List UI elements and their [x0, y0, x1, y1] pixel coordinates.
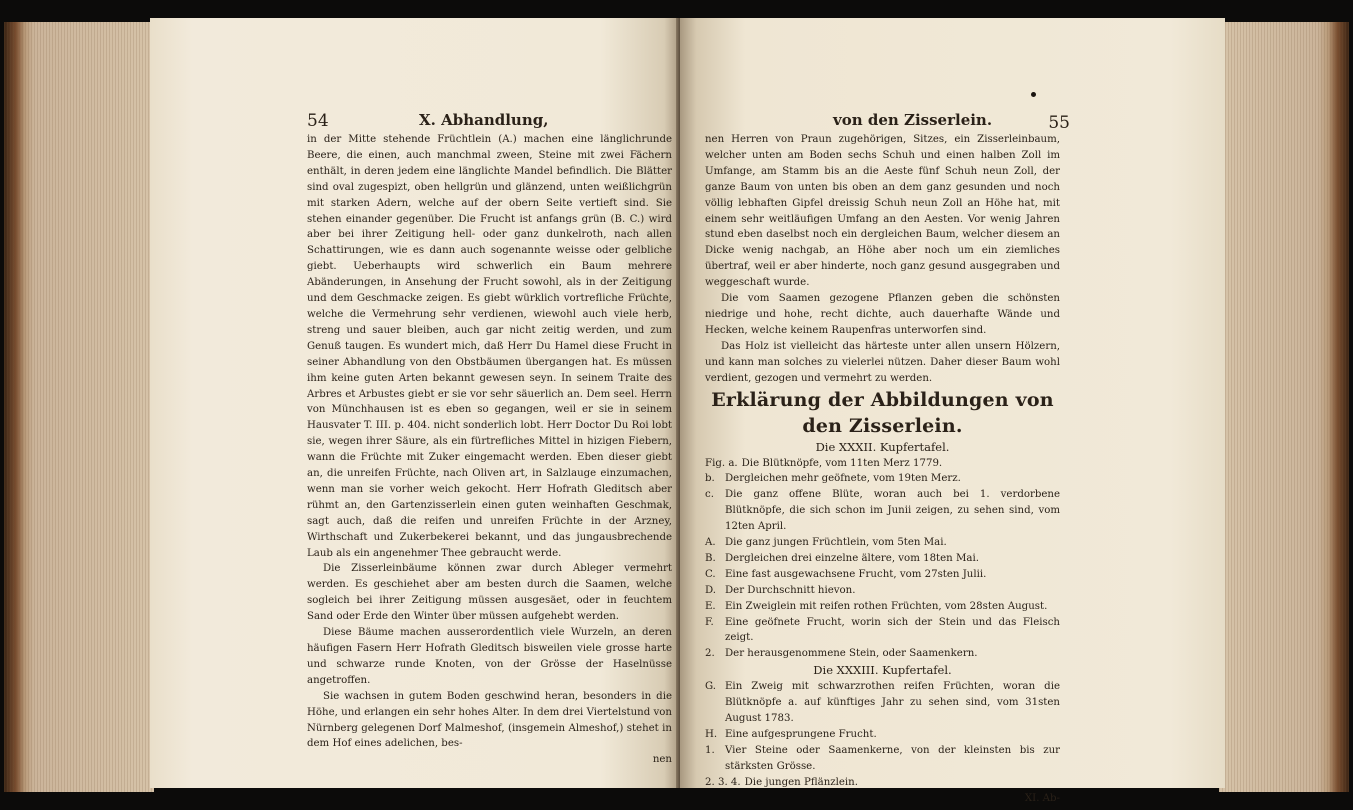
legend-key: C.	[705, 568, 716, 580]
plate-heading: Die XXXIII. Kupfertafel.	[813, 663, 952, 678]
legend-item	[705, 535, 1060, 551]
legend-key: G.	[705, 681, 717, 693]
legend-item	[705, 471, 1060, 487]
legend-text: Dergleichen drei einzelne ältere, vom 18ten Mai.	[725, 552, 979, 564]
section-title: Erklärung der Abbildungen von den Zisserlein.	[711, 388, 1054, 437]
legend-key: b.	[705, 473, 715, 485]
legend-text: Die ganz jungen Früchtlein, vom 5ten Mai.	[725, 537, 947, 549]
legend-text: Die Blütknöpfe, vom 11ten Merz 1779.	[741, 457, 943, 469]
plate-legend-32	[705, 456, 1060, 663]
legend-item	[705, 646, 1060, 662]
legend-item	[705, 583, 1060, 599]
legend-text: Eine aufgesprungene Frucht.	[725, 729, 877, 740]
catchword: XI. Ab-	[1024, 792, 1060, 804]
paragraph: Das Holz ist vielleicht das härteste unter allen unsern Hölzern, und kann man solches zu vielerlei nützen. Daher dieser Baum wohl verdient, gezogen und vermehrt zu werden.	[705, 340, 1060, 384]
catchword: nen	[652, 754, 672, 766]
legend-item	[705, 487, 1060, 535]
right-page-body	[705, 132, 1060, 807]
paragraph: nen Herren von Praun zugehörigen, Sitzes, ein Zisserleinbaum, welcher unten am Boden sechs Schuh und einen halben Zoll im Umfange, am Stamm bis an die Aeste fünf Schuh neun Zoll, der ganze Baum von unten bis oben an dem ganz gesunden und noch völlig lebhaften Gipfel dreissig Schuh neun Zoll an Höhe hat, mit einem sehr weitläufigen Umfang an den Aesten. Vor wenig Jahren stund eben daselbst noch ein dergleichen Baum, welcher diesem an Dicke wenig nachgab, an Höhe aber noch um ein ziemliches übertraf, weil er aber hinderte, noch ganz gesund ausgegraben und weggeschaft wurde.	[705, 134, 1060, 289]
legend-key: c.	[705, 489, 714, 501]
legend-item	[705, 775, 1060, 791]
paragraph: in der Mitte stehende Früchtlein (A.) machen eine länglichrunde Beere, die einen, auch manchmal zween, Steine mit zwei Fächern enthält, in deren jedem eine länglichte Mandel befindlich. Die Blätter sind oval zugespizt, oben hellgrün und glänzend, unten weißlichgrün mit starken Adern, welche auf der obern Seite vertieft sind. Sie stehen einander gegenüber. Die Frucht ist anfangs grün (B. C.) wird aber bei ihrer Zeitigung hell- oder ganz dunkelroth, nach allen Schattirungen, wie es dann auch sogenannte weisse oder gelbliche giebt. Ueberhaupts wird schwerlich ein Baum mehrere Abänderungen, in Ansehung der Frucht sowohl, als in der Zeitigung und dem Geschmacke zeigen. Es giebt würklich vortrefliche Früchte, welche die Vermehrung sehr verdienen, wiewohl auch viele herb, streng und sauer bleiben, auch gar nicht zeitig werden, und zum Genuß taugen. Es wundert mich, daß Herr Du Hamel diese Frucht in seiner Abhandlung von den Obstbäumen übergangen hat. Es müssen ihm keine guten Arten bekannt gewesen seyn. In seinem Traite des Arbres et Arbustes giebt er sie vor sehr säuerlich an. Dem seel. Herrn von Münchhausen ist es eben so gegangen, weil er sie in seinem Hausvater T. III. p. 404. nicht sonderlich lobt. Herr Doctor Du Roi lobt sie, wegen ihrer Säure, als ein fürtrefliches Mittel in hizigen Fiebern, wann die Früchte mit Zuker eingemacht werden. Eben dieser giebt an, die unreifen Früchte, nach Oliven art, in Salzlauge einzumachen, wenn man sie vorher weich gekocht. Herr Hofrath Gleditsch aber rühmt an, den Gartenzisserlein einen guten weinhaften Geschmak, sagt auch, daß die reifen und unreifen Früchte in der Arzney, Wirthschaft und Zukerbekerei bekannt, und das jungausbrechende Laub als ein angenehmer Thee gebraucht werde.	[307, 134, 672, 559]
paragraph: Sie wachsen in gutem Boden geschwind heran, besonders in die Höhe, und erlangen ein sehr hohes Alter. In dem drei Viertelstund von Nürnberg gelegenen Dorf Malmeshof, (insgemein Almeshof,) stehet in dem Hof eines adelichen, bes-	[307, 690, 672, 750]
legend-text: Eine fast ausgewachsene Frucht, vom 27sten Julii.	[725, 568, 987, 580]
legend-item	[705, 551, 1060, 567]
book-edge-left	[4, 22, 154, 792]
legend-item	[705, 727, 1060, 743]
legend-key: 2.	[705, 648, 715, 660]
legend-item	[705, 615, 1060, 647]
plate-legend-33	[705, 679, 1060, 790]
legend-text: Eine geöfnete Frucht, worin sich der Stein und das Fleisch zeigt.	[725, 616, 1060, 644]
legend-item	[705, 599, 1060, 615]
left-page-number: 54	[307, 111, 329, 131]
legend-item	[705, 679, 1060, 727]
legend-key: D.	[705, 584, 717, 596]
legend-key: B.	[705, 552, 716, 564]
legend-text: Vier Steine oder Saamenkerne, von der kleinsten bis zur stärksten Grösse.	[725, 744, 1060, 772]
legend-key: E.	[705, 600, 716, 612]
legend-text: Der herausgenommene Stein, oder Saamenkern.	[725, 648, 978, 660]
legend-item	[705, 456, 1060, 472]
right-running-head: von den Zisserlein.	[833, 111, 993, 129]
paragraph: Die vom Saamen gezogene Pflanzen geben die schönsten niedrige und hohe, recht dichte, auch dauerhafte Wände und Hecken, welche keinem Raupenfras unterworfen sind.	[705, 293, 1060, 336]
left-running-head: X. Abhandlung,	[419, 111, 549, 129]
left-page-body	[307, 132, 672, 768]
legend-key: 1.	[705, 744, 715, 756]
left-page-header	[307, 111, 672, 131]
legend-text: Dergleichen mehr geöfnete, vom 19ten Merz.	[725, 473, 961, 485]
legend-text: Ein Zweiglein mit reifen rothen Früchten, vom 28sten August.	[725, 600, 1048, 612]
book-edge-right	[1219, 22, 1349, 792]
legend-key: H.	[705, 729, 718, 740]
legend-text: Ein Zweig mit schwarzrothen reifen Früchten, woran die Blütknöpfe a. auf künftiges Jahr zu sehen sind, vom 31sten August 1783.	[725, 681, 1060, 725]
legend-key: F.	[705, 616, 714, 628]
ink-spot	[1031, 92, 1036, 97]
legend-key: A.	[705, 537, 716, 549]
legend-key: Fig. a.	[705, 457, 738, 469]
legend-key: 2. 3. 4.	[705, 776, 741, 788]
plate-heading: Die XXXII. Kupfertafel.	[815, 439, 950, 454]
legend-text: Die jungen Pflänzlein.	[744, 776, 858, 788]
paragraph: Die Zisserleinbäume können zwar durch Ableger vermehrt werden. Es geschiehet aber am besten durch die Saamen, welche sogleich bei ihrer Zeitigung müssen ausgesäet, oder in feuchtem Sand oder Erde den Winter über müssen aufgehebt werden.	[307, 563, 672, 623]
legend-item	[705, 743, 1060, 775]
legend-text: Die ganz offene Blüte, woran auch bei 1. verdorbene Blütknöpfe, die sich schon im Junii zeigen, zu sehen sind, vom 12ten April.	[725, 489, 1060, 533]
legend-text: Der Durchschnitt hievon.	[725, 584, 856, 596]
paragraph: Diese Bäume machen ausserordentlich viele Wurzeln, an deren häufigen Fasern Herr Hofrath Gleditsch bisweilen viele grosse harte und schwarze runde Knoten, von der Grösse der Haselnüsse angetroffen.	[307, 627, 672, 686]
legend-item	[705, 567, 1060, 583]
right-page-number: 55	[1048, 113, 1070, 133]
